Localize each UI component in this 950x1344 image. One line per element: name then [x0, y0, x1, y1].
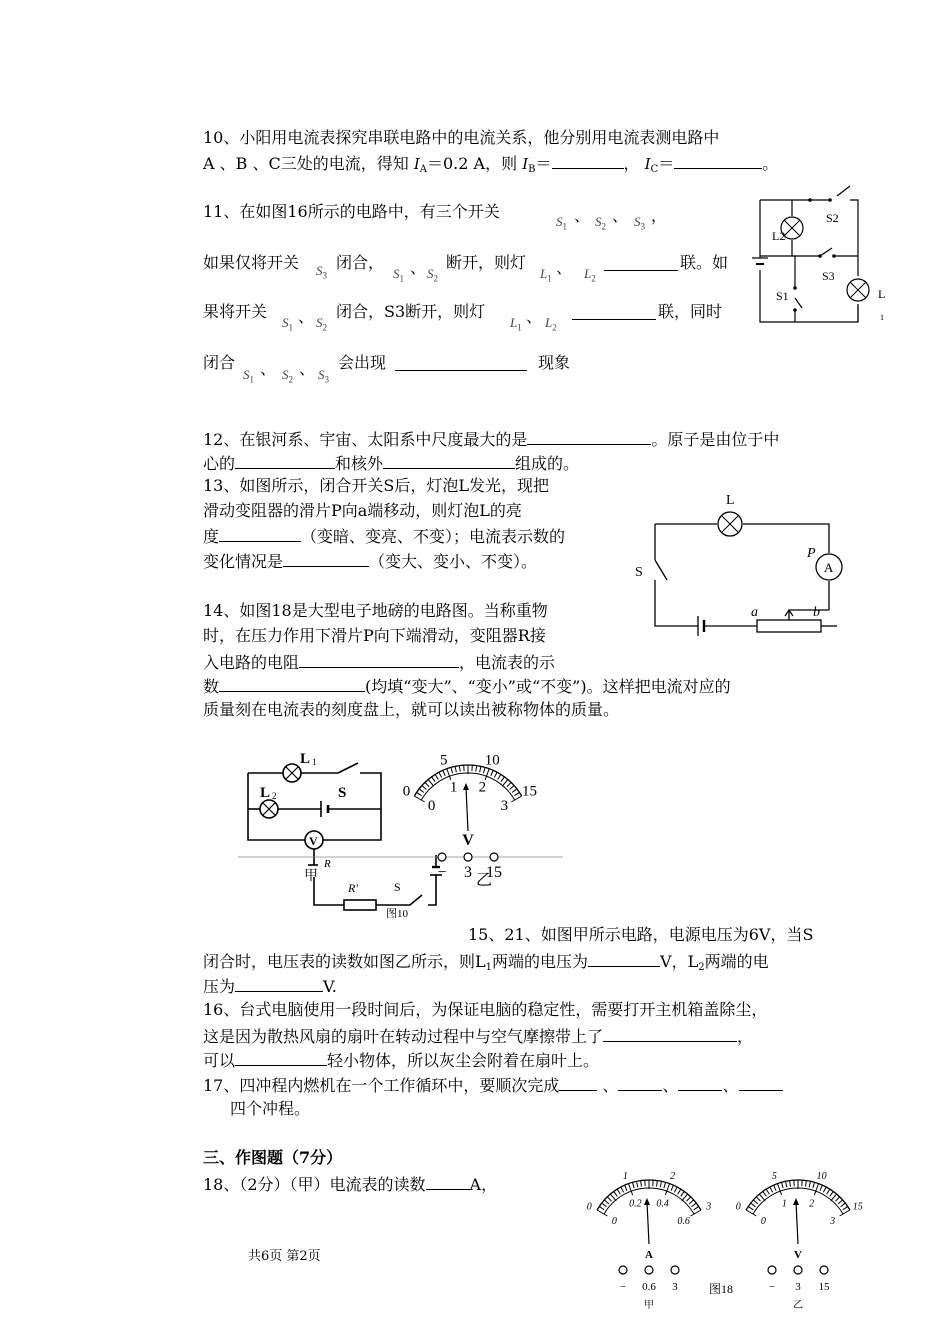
fig-s-label: S	[635, 565, 643, 580]
meter-tick	[455, 766, 456, 772]
meter-tick	[641, 1181, 642, 1187]
meter-letter: V	[462, 832, 474, 849]
q11-dun: 、	[612, 206, 629, 225]
fig10-s2-label: S	[394, 880, 401, 894]
meter-tick	[843, 1206, 848, 1209]
meter-terminal	[645, 1266, 653, 1274]
q14-line1: 14、如图18是大型电子地磅的电路图。当称重物	[203, 601, 548, 620]
meter-bottom-label: 0	[427, 798, 436, 814]
ia-sub: A	[419, 164, 427, 175]
meter-terminal-label: −	[768, 1281, 776, 1293]
fig16-s3-label: S3	[822, 269, 835, 283]
q11-dun: 、	[556, 258, 573, 277]
meter-tick	[657, 1181, 658, 1187]
meter-tick	[664, 1182, 666, 1188]
q14-line5: 质量刻在电流表的刻度盘上，就可以读出被称物体的质量。	[203, 700, 620, 719]
meter-tick	[447, 769, 451, 780]
meter-terminal	[464, 853, 472, 861]
q12-blank2[interactable]	[235, 452, 335, 469]
q11-line3a: 果将开关	[203, 302, 268, 321]
meter-tick	[637, 1181, 638, 1187]
q12-text: 和核外	[335, 454, 384, 473]
page-footer: 共6页 第2页	[248, 1249, 321, 1264]
meter-arc-inner	[604, 1188, 694, 1214]
meter-tick	[602, 1203, 607, 1207]
meter-tick	[830, 1191, 834, 1196]
q13-blank2[interactable]	[283, 550, 369, 567]
meter-top-label: 15	[852, 1201, 863, 1213]
section-3-title: 三、作图题（7分）	[203, 1148, 343, 1167]
ic-symbol: I	[644, 155, 651, 173]
meter-terminal	[671, 1266, 679, 1274]
meter-tick	[759, 1194, 765, 1201]
q11-s2c: $S_2$	[316, 315, 327, 333]
q16-line1: 16、台式电脑使用一段时间后，为保证电脑的稳定性，需要打开主机箱盖除尘，	[203, 1000, 768, 1019]
meter-tick	[632, 1182, 634, 1188]
fig16-s1-label: S1	[776, 289, 789, 303]
meter-tick	[491, 770, 493, 775]
ia-symbol: I	[413, 155, 420, 173]
q11-dun: 、	[260, 359, 277, 378]
ic-eq: ＝	[658, 154, 675, 173]
q11-dun: 、	[526, 307, 543, 326]
ib-symbol: I	[522, 155, 529, 173]
q10-end: 。	[762, 154, 779, 173]
meter-pointer-head	[644, 1198, 650, 1205]
q12-line1	[203, 428, 779, 450]
q16-text: 这是因为散热风扇的扇叶在转动过程中与空气摩擦带上了	[203, 1027, 604, 1046]
q14-line3	[203, 651, 555, 673]
fig10-jia-label: 甲	[304, 869, 318, 884]
fig-p-label: P	[807, 546, 816, 561]
q14-line2: 时，在压力作用下滑片P向下端滑动，变阻器R接	[203, 626, 546, 645]
fig18-jia-label: 甲	[644, 1300, 654, 1311]
meter-tick	[831, 1194, 837, 1201]
meter-tick	[841, 1203, 846, 1207]
meter-tick	[689, 1200, 693, 1204]
meter-tick	[806, 1181, 807, 1187]
meter-terminal-label: −	[437, 864, 447, 881]
fig18-yi-label: 乙	[793, 1300, 803, 1311]
fig10-l1-label: L	[300, 751, 311, 767]
q13-line3	[203, 525, 565, 547]
meter-tick	[827, 1189, 830, 1194]
meter-pointer	[647, 1202, 649, 1244]
meter-terminal	[619, 1266, 627, 1274]
q14-blank1[interactable]	[299, 651, 459, 668]
q10-line2	[203, 152, 778, 180]
fig10-s-label: S	[338, 785, 347, 801]
q11-line4a: 闭合	[203, 353, 236, 372]
ia-value: ＝0.2 A，则	[427, 154, 518, 173]
q13-circuit-figure	[625, 480, 855, 650]
q16-text: 轻小物体，所以灰尘会附着在扇叶上。	[327, 1051, 600, 1070]
meter-terminal-label: 15	[818, 1281, 830, 1293]
meter-terminal	[438, 853, 446, 861]
q14-text: 入电路的电阻	[203, 653, 300, 672]
meter-tick	[502, 780, 508, 787]
q15-blank2[interactable]	[235, 975, 323, 992]
ib-sub: B	[528, 164, 536, 175]
meter-bottom-label: 2	[809, 1198, 815, 1210]
fig-a-label: a	[751, 605, 758, 620]
meter-tick	[507, 782, 511, 786]
q17-text: 17、四冲程内燃机在一个工作循环中，要顺次完成	[203, 1076, 560, 1095]
q15-line3	[203, 975, 337, 997]
q12-text: 组成的。	[515, 454, 580, 473]
fig-b-label: b	[813, 605, 820, 620]
meter-tick	[813, 1182, 815, 1188]
q12-text: 。原子是由位于中	[651, 430, 780, 449]
q13-text: 变化情况是	[203, 552, 284, 571]
q11-s2b: $S_2$	[427, 266, 438, 284]
q14-text: 数	[203, 677, 220, 696]
meter-terminal-label: −	[619, 1281, 627, 1293]
fig16-s2-label: S2	[826, 211, 839, 225]
q18-text: 18、（2分）（甲）电流表的读数	[203, 1175, 426, 1194]
meter-tick	[838, 1200, 842, 1204]
q17-sep: 、	[597, 1076, 619, 1095]
fig10-caption: 图10	[386, 908, 408, 920]
q14-line4	[203, 675, 731, 697]
q15-text: V.	[323, 977, 337, 996]
meter-tick	[753, 1200, 757, 1204]
fig10-l2-label: L	[260, 785, 271, 801]
meter-tick	[610, 1194, 616, 1201]
meter-tick	[692, 1203, 697, 1207]
q14-text: (均填“变大”、“变小”或“不变”)。这样把电流对应的	[365, 677, 731, 696]
q11-dun: 、	[298, 307, 315, 326]
meter-bottom-label: 3	[500, 798, 509, 814]
meter-tick	[786, 1181, 787, 1187]
meter-tick	[766, 1189, 769, 1194]
q11-dun: 、	[299, 359, 316, 378]
meter-tick	[836, 1197, 840, 1201]
q15-text: V，L	[660, 952, 699, 971]
meter-terminal-label: 15	[486, 864, 502, 881]
ib-blank[interactable]	[552, 152, 624, 169]
meter-top-label: 3	[706, 1201, 712, 1213]
meter-top-label: 15	[521, 783, 537, 800]
meter-tick	[617, 1189, 620, 1194]
meter-bottom-label: 0.4	[656, 1198, 669, 1210]
q16-blank2[interactable]	[235, 1049, 327, 1066]
meter-tick	[777, 1184, 781, 1195]
meter-top-label: 0	[402, 783, 411, 800]
meter-tick	[770, 1187, 773, 1192]
meter-bottom-label: 0.6	[677, 1216, 690, 1227]
meter-bottom-label: 2	[478, 779, 487, 796]
q11-line3c: 联，同时	[658, 302, 723, 321]
q17-blank1[interactable]	[559, 1074, 597, 1091]
meter-tick	[428, 780, 434, 787]
meter-tick	[628, 1184, 632, 1195]
meter-letter: A	[645, 1249, 653, 1261]
q15-line1: 15、21、如图甲所示电路，电源电压为6V，当S	[468, 925, 814, 944]
meter-top-label: 5	[771, 1171, 777, 1183]
meter-tick	[417, 792, 422, 795]
q16-text: 可以	[203, 1051, 236, 1070]
q16-line3	[203, 1049, 599, 1071]
meter-pointer-head	[793, 1198, 799, 1205]
q15-text: 两端的电	[704, 952, 769, 971]
q17-sep: 、	[722, 1076, 739, 1095]
fig10-r-label: R	[324, 858, 331, 870]
ib-eq: ＝	[535, 154, 552, 173]
meter-tick	[682, 1194, 688, 1201]
q11-l2c: $L_2$	[545, 315, 557, 333]
q11-s1c: $S_1$	[282, 315, 293, 333]
q18-text: A，	[469, 1175, 498, 1194]
meter-tick	[660, 1181, 661, 1187]
meter-arc-inner	[753, 1188, 843, 1214]
meter-tick	[823, 1187, 826, 1192]
meter-tick	[763, 1191, 767, 1196]
q11-line2b: 闭合，	[336, 253, 385, 272]
meter-tick	[604, 1200, 608, 1204]
q11-blank2[interactable]	[572, 303, 656, 320]
meter-tick	[419, 789, 424, 793]
meter-tick	[607, 1197, 611, 1201]
q16-text: ，	[737, 1027, 754, 1046]
meter-tick	[510, 786, 514, 790]
fig10-l1-sub: 1	[312, 757, 317, 767]
meter-pointer-head	[463, 783, 469, 790]
meter-terminal	[490, 853, 498, 861]
meter-tick	[451, 767, 453, 773]
q17-line2: 四个冲程。	[230, 1099, 311, 1118]
q11-s1: $S_1$	[556, 214, 567, 232]
q11-s2d: $S_2$	[282, 367, 293, 385]
q11-line4c: 现象	[538, 353, 571, 372]
meter-tick	[443, 770, 445, 775]
meter-tick	[748, 1206, 753, 1209]
fig18-caption: 图18	[709, 1282, 734, 1296]
q12-blank1[interactable]	[527, 428, 651, 445]
q13-line2: 滑动变阻器的滑片P向a端移动，则灯泡L的亮	[203, 501, 522, 520]
fig16-l1-label: L	[878, 287, 886, 301]
q11-line2a: 如果仅将开关	[203, 253, 300, 272]
meter-bottom-label: 1	[781, 1198, 787, 1210]
ammeter-label: A	[824, 560, 834, 575]
meter-tick	[774, 1185, 776, 1190]
q15-line2	[203, 950, 769, 978]
meter-terminal	[820, 1266, 828, 1274]
meter-tick	[781, 1182, 783, 1188]
q11-s1b: $S_1$	[393, 266, 404, 284]
fig16-l2-label: L2	[772, 229, 786, 243]
q11-s1d: $S_1$	[243, 367, 254, 385]
q17-blank3[interactable]	[678, 1074, 722, 1091]
meter-tick	[625, 1185, 627, 1190]
meter-tick	[814, 1184, 818, 1195]
q11-line2c: 断开，则灯	[446, 253, 527, 272]
meter-top-label: 0	[586, 1201, 592, 1213]
meter-terminal	[768, 1266, 776, 1274]
q17-line1	[203, 1074, 783, 1096]
q15-text: 两端的电压为	[492, 952, 589, 971]
meter-tick	[674, 1187, 677, 1192]
q11-comma: ，	[651, 206, 668, 225]
meter-tick	[480, 766, 481, 772]
meter-tick	[459, 766, 460, 772]
q10-sep: ，	[623, 154, 640, 173]
q13-blank1[interactable]	[219, 525, 301, 542]
q11-line1: 11、在如图16所示的电路中，有三个开关	[203, 202, 500, 221]
meter-tick	[756, 1197, 760, 1201]
ic-blank[interactable]	[674, 152, 762, 169]
meter-tick	[681, 1191, 685, 1196]
q11-l1c: $L_1$	[510, 315, 522, 333]
q13-line4	[203, 550, 537, 572]
q11-s3: $S_3$	[634, 214, 645, 232]
q14-blank2[interactable]	[219, 675, 365, 692]
q15-text: 闭合时，电压表的读数如图乙所示，则L	[203, 952, 486, 971]
q12-blank3[interactable]	[383, 452, 515, 469]
ic-sub: C	[650, 164, 659, 175]
q18-blank[interactable]	[426, 1173, 470, 1190]
q11-line2d: 联。如	[680, 253, 729, 272]
fig18-ammeter	[587, 1171, 712, 1311]
meter-tick	[809, 1181, 810, 1187]
meter-top-label: 2	[670, 1171, 676, 1183]
meter-top-label: 10	[484, 752, 500, 769]
fig10-v-label: V	[309, 834, 318, 848]
fig10-yi-label: 乙	[476, 872, 493, 889]
q15-text: 压为	[203, 977, 236, 996]
meter-tick	[665, 1184, 669, 1195]
meter-top-label: 1	[622, 1171, 628, 1183]
q11-dun: 、	[574, 206, 591, 225]
meter-arc-inner	[421, 773, 515, 800]
q11-blank3[interactable]	[395, 354, 527, 371]
meter-tick	[501, 777, 505, 782]
meter-tick	[485, 769, 489, 780]
q11-blank1[interactable]	[604, 254, 678, 271]
q18-line	[203, 1173, 497, 1195]
q10-text: A 、B 、C三处的电流，得知	[203, 154, 409, 173]
meter-tick	[512, 789, 517, 793]
meter-tick	[790, 1181, 791, 1187]
q15-sub: 2	[698, 962, 705, 973]
q11-line3b: 闭合，S3断开，则灯	[336, 302, 486, 321]
q15-blank1[interactable]	[588, 950, 660, 967]
meter-tick	[678, 1189, 681, 1194]
q13-text: （变暗、变亮、不变）；电流表示数的	[301, 527, 566, 546]
meter-top-label: 5	[439, 752, 448, 769]
meter-tick	[687, 1197, 691, 1201]
meter-tick	[614, 1191, 618, 1196]
q11-s3d: $S_3$	[318, 367, 329, 385]
meter-top-label: 0	[735, 1201, 741, 1213]
meter-tick	[694, 1206, 699, 1209]
meter-terminal-label: 3	[795, 1281, 801, 1293]
meter-pointer	[466, 787, 468, 831]
q17-blank4[interactable]	[739, 1074, 783, 1091]
meter-tick	[514, 792, 519, 795]
q13-line1: 13、如图所示，闭合开关S后，灯泡L发光，现把	[203, 476, 549, 495]
q15-sub: 1	[485, 962, 493, 973]
meter-tick	[621, 1187, 624, 1192]
figure-18	[576, 1160, 876, 1311]
q11-line4b: 会出现	[338, 353, 387, 372]
meter-terminal-label: 3	[464, 864, 472, 881]
q17-sep: 、	[662, 1076, 679, 1095]
q16-line2	[203, 1025, 753, 1047]
q12-text: 心的	[203, 454, 236, 473]
q11-s2: $S_2$	[595, 214, 606, 232]
meter-tick	[435, 774, 438, 779]
q13-text: 度	[203, 527, 220, 546]
meter-bottom-label: 0	[760, 1216, 766, 1227]
meter-bottom-label: 0.2	[629, 1198, 642, 1210]
meter-tick	[425, 782, 429, 786]
meter-tick	[439, 772, 442, 777]
meter-tick	[498, 774, 501, 779]
q11-l1: $L_1$	[540, 266, 552, 284]
fig10-rprime-label: R′	[348, 881, 358, 895]
meter-terminal-label: 3	[672, 1281, 678, 1293]
figure-16-circuit	[740, 180, 900, 330]
q10-line1: 10、小阳用电流表探究串联电路中的电流关系，他分别用电流表测电路中	[203, 128, 720, 147]
q11-dun: 、	[410, 258, 427, 277]
q11-s3b: $S_3$	[316, 263, 327, 281]
meter-tick	[751, 1203, 756, 1207]
meter-tick	[599, 1206, 604, 1209]
fig10-l2-sub: 2	[272, 791, 277, 801]
meter-tick	[432, 777, 436, 782]
q11-l2: $L_2$	[584, 266, 596, 284]
meter-tick	[671, 1185, 673, 1190]
fig16-l1-sub: 1	[880, 313, 884, 322]
meter-bottom-label: 0	[611, 1216, 617, 1227]
q12-text: 12、在银河系、宇宙、太阳系中尺度最大的是	[203, 430, 528, 449]
meter-terminal	[794, 1266, 802, 1274]
q16-blank1[interactable]	[603, 1025, 737, 1042]
fig10-meter	[403, 752, 537, 881]
fig18-voltmeter	[736, 1171, 863, 1311]
meter-tick	[422, 786, 426, 790]
q17-blank2[interactable]	[618, 1074, 662, 1091]
meter-tick	[820, 1185, 822, 1190]
meter-terminal-label: 0.6	[642, 1281, 656, 1293]
meter-letter: V	[794, 1249, 802, 1261]
q14-text: ，电流表的示	[459, 653, 556, 672]
q13-text: （变大、变小、不变）。	[369, 552, 538, 571]
fig-l-label: L	[726, 493, 735, 508]
q12-line2	[203, 452, 579, 474]
figure-10	[238, 745, 568, 930]
meter-top-label: 10	[816, 1171, 827, 1183]
meter-bottom-label: 3	[830, 1216, 836, 1227]
meter-pointer	[796, 1202, 798, 1244]
meter-bottom-label: 1	[449, 779, 458, 796]
meter-tick	[494, 772, 497, 777]
meter-tick	[476, 766, 477, 772]
